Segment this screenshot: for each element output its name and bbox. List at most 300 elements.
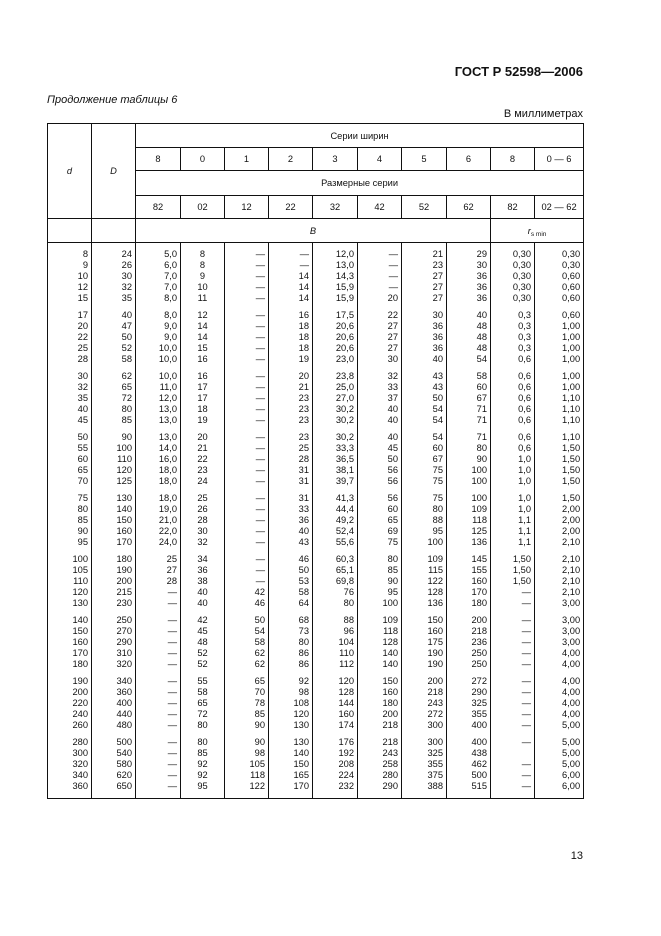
cell: 85 [121,415,132,425]
cell: 14 [298,293,309,303]
cell: — [167,626,177,636]
cell: 0,30 [512,293,531,303]
cell: 62 [254,659,265,669]
cell: 20 [387,293,398,303]
cell: 0,60 [562,271,581,281]
cell: 15,9 [335,282,354,292]
cell: 0,3 [518,332,531,342]
cell: 540 [116,748,132,758]
cell: 80 [343,598,354,608]
cell: 64 [298,598,309,608]
cell: 37 [387,393,398,403]
column-5 [269,243,313,799]
cell: 6,00 [562,770,581,780]
cell: 375 [427,770,443,780]
header-r-subscript: s min [530,230,547,238]
cell: 90 [387,576,398,586]
cell: 130 [293,737,309,747]
cell: 70 [77,476,88,486]
cell: 80 [432,504,443,514]
cell: 18,0 [158,493,177,503]
cell: 39,7 [335,476,354,486]
cell: 22,0 [158,526,177,536]
header-d: d [48,124,92,219]
cell: 140 [72,615,88,625]
cell: 250 [116,615,132,625]
cell: 30 [121,271,132,281]
cell: 2,10 [562,576,581,586]
cell: 1,50 [512,565,531,575]
cell: 650 [116,781,132,791]
column-4 [225,243,269,799]
cell: 25 [166,554,177,564]
cell: 190 [116,565,132,575]
cell: 0,30 [562,260,581,270]
cell: 120 [338,676,354,686]
column-0 [48,243,92,799]
cell: 21,0 [158,515,177,525]
page-number: 13 [570,850,583,862]
cell: 272 [427,709,443,719]
cell: 56 [387,493,398,503]
cell: 0,60 [562,282,581,292]
column-10 [491,243,535,799]
cell: 17 [197,382,208,392]
width-series-0: 8 [136,148,181,171]
column-9 [447,243,491,799]
cell: 24,0 [158,537,177,547]
cell: 1,10 [562,404,581,414]
cell: — [255,454,265,464]
cell: 67 [432,454,443,464]
cell: 340 [116,676,132,686]
cell: 1,00 [562,321,581,331]
cell: — [167,759,177,769]
cell: 98 [254,748,265,758]
cell: 0,3 [518,343,531,353]
cell: 11,0 [159,382,177,392]
cell: 85 [387,565,398,575]
header-D: D [92,124,136,219]
cell: 65 [197,698,208,708]
cell: 260 [72,720,88,730]
cell: — [255,443,265,453]
cell: 100 [382,598,398,608]
cell: 5,00 [562,720,581,730]
cell: 20,6 [335,332,354,342]
cell: 16 [298,310,309,320]
cell: 100 [471,476,487,486]
cell: 36 [298,515,309,525]
cell: 250 [471,648,487,658]
cell: 25 [77,343,88,353]
header-dimension-series: Размерные серии [136,171,584,196]
cell: 0,6 [518,443,531,453]
cell: 60 [432,443,443,453]
cell: 69 [387,526,398,536]
cell: 9 [199,271,206,281]
cell: 462 [471,759,487,769]
cell: — [521,648,531,658]
cell: 240 [72,709,88,719]
cell: 52 [197,648,208,658]
cell: 200 [72,687,88,697]
cell: 90 [121,432,132,442]
cell: — [255,260,265,270]
cell: 1,1 [518,537,531,547]
cell: 0,30 [512,260,531,270]
width-series-5: 4 [358,148,402,171]
cell: 1,00 [562,382,581,392]
cell: 360 [72,781,88,791]
cell: 21 [298,382,309,392]
dimension-series-6: 52 [402,196,447,219]
width-series-6: 5 [402,148,447,171]
cell: 27 [166,565,177,575]
cell: 50 [77,432,88,442]
cell: 90 [476,454,487,464]
cell: — [167,648,177,658]
cell: 60 [476,382,487,392]
cell: 16 [197,371,208,381]
cell: 176 [338,737,354,747]
cell: 580 [116,759,132,769]
cell: 22 [77,332,88,342]
cell: 70 [254,687,265,697]
cell: 19,0 [158,504,177,514]
cell: 17,5 [335,310,354,320]
cell: — [167,770,177,780]
cell: 112 [339,659,354,669]
cell: 208 [338,759,354,769]
cell: — [521,759,531,769]
cell: 58 [254,637,265,647]
cell: — [167,709,177,719]
cell: 71 [476,415,487,425]
cell: 65 [121,382,132,392]
column-8 [402,243,447,799]
cell: — [521,698,531,708]
cell: 0,6 [518,371,531,381]
cell: 40 [387,404,398,414]
dimension-series-4: 32 [313,196,358,219]
cell: 55,6 [335,537,354,547]
cell: 1,50 [512,554,531,564]
cell: 3,00 [562,626,581,636]
cell: 43 [432,382,443,392]
cell: 1,50 [562,493,581,503]
cell: 23,0 [335,354,354,364]
cell: 5,00 [562,737,581,747]
cell: 15 [197,343,208,353]
cell: 40 [77,404,88,414]
cell: 28 [298,454,309,464]
column-6 [313,243,358,799]
cell: 2,10 [562,537,581,547]
cell: 0,3 [518,321,531,331]
cell: — [167,698,177,708]
cell: 136 [427,598,443,608]
cell: 71 [476,432,487,442]
cell: 218 [427,687,443,697]
cell: — [521,587,531,597]
cell: 100 [471,465,487,475]
cell: 236 [471,637,487,647]
cell: 12,0 [335,249,354,259]
cell: 310 [116,648,132,658]
cell: 109 [427,554,443,564]
cell: 48 [197,637,208,647]
cell: 220 [72,698,88,708]
cell: 5,0 [164,249,177,259]
cell: 160 [72,637,88,647]
units-note: В миллиметрах [503,108,583,120]
cell: — [255,515,265,525]
cell: 145 [471,554,487,564]
cell: 54 [476,354,487,364]
cell: — [167,637,177,647]
cell: 71 [476,404,487,414]
cell: 160 [116,526,132,536]
cell: 45 [197,626,208,636]
cell: 100 [471,493,487,503]
cell: 144 [338,698,354,708]
cell: 36 [432,343,443,353]
cell: 29 [476,249,487,259]
cell: 160 [338,709,354,719]
cell: 140 [382,659,398,669]
cell: 14,3 [335,271,354,281]
cell: 8 [199,260,206,270]
cell: 0,6 [518,393,531,403]
cell: 25,0 [335,382,354,392]
cell: 36 [432,321,443,331]
cell: 53 [298,576,309,586]
cell: 12,0 [158,393,177,403]
cell: 92 [197,759,208,769]
cell: 250 [471,659,487,669]
cell: 90 [254,737,265,747]
cell: 16 [197,354,208,364]
width-series-1: 0 [181,148,225,171]
cell: 180 [471,598,487,608]
cell: — [521,709,531,719]
cell: — [255,282,265,292]
cell: 300 [427,720,443,730]
cell: 41,3 [335,493,354,503]
cell: 34 [197,554,208,564]
cell: 480 [116,720,132,730]
cell: — [521,781,531,791]
cell: 19 [298,354,309,364]
cell: 30 [476,260,487,270]
cell: 60 [387,504,398,514]
cell: 80 [197,737,208,747]
cell: 10,0 [158,343,177,353]
cell: 18 [197,404,208,414]
cell: — [521,615,531,625]
cell: 150 [293,759,309,769]
cell: 20,6 [335,321,354,331]
cell: 30 [432,310,443,320]
cell: 118 [383,626,398,636]
cell: 33,3 [335,443,354,453]
cell: 100 [72,554,88,564]
cell: 11 [197,293,208,303]
cell: 48 [476,332,487,342]
dimension-series-8: 82 [491,196,535,219]
cell: 0,30 [512,282,531,292]
cell: — [255,504,265,514]
cell: 86 [298,648,309,658]
cell: 125 [116,476,132,486]
cell: 200 [471,615,487,625]
cell: 54 [432,415,443,425]
cell: — [167,659,177,669]
cell: 1,00 [562,343,581,353]
cell: 180 [72,659,88,669]
cell: 170 [116,537,132,547]
cell: — [255,393,265,403]
cell: — [255,465,265,475]
cell: — [255,310,265,320]
cell: 50 [254,615,265,625]
cell: 23 [298,404,309,414]
cell: 49,2 [335,515,354,525]
cell: 0,3 [518,310,531,320]
cell: 35 [77,393,88,403]
dimension-series-1: 02 [181,196,225,219]
column-11 [535,243,584,799]
cell: 1,00 [562,332,581,342]
cell: 340 [72,770,88,780]
cell: 105 [249,759,265,769]
cell: — [388,271,398,281]
cell: 105 [72,565,88,575]
cell: 2,10 [562,587,581,597]
cell: 160 [382,687,398,697]
cell: 243 [382,748,398,758]
cell: 95 [77,537,88,547]
cell: 108 [293,698,309,708]
cell: 218 [382,720,398,730]
width-series-8: 8 [491,148,535,171]
cell: 33 [298,504,309,514]
cell: — [255,332,265,342]
cell: 14 [197,332,208,342]
cell: — [255,476,265,486]
bearing-dimensions-table [47,123,584,799]
cell: 9 [82,260,88,270]
cell: 32 [387,371,398,381]
cell: — [521,737,531,747]
cell: 2,10 [562,565,581,575]
cell: 12 [197,310,208,320]
cell: 1,0 [518,476,531,486]
cell: 56 [387,465,398,475]
column-1 [92,243,136,799]
cell: 3,00 [562,637,581,647]
cell: 180 [382,698,398,708]
cell: 68 [298,615,309,625]
cell: 58 [197,687,208,697]
cell: 120 [116,465,132,475]
cell: — [255,354,265,364]
cell: 7,0 [164,282,177,292]
cell: 90 [254,720,265,730]
cell: 180 [116,554,132,564]
cell: 73 [298,626,309,636]
cell: 1,00 [562,354,581,364]
cell: 8 [199,249,206,259]
cell: 325 [427,748,443,758]
cell: 13,0 [158,415,177,425]
cell: 360 [116,687,132,697]
cell: 130 [72,598,88,608]
cell: 45 [77,415,88,425]
cell: 17 [197,393,208,403]
cell: 50 [387,454,398,464]
cell: 40 [298,526,309,536]
cell: 1,10 [562,393,581,403]
cell: 160 [427,626,443,636]
cell: — [255,404,265,414]
dimension-series-5: 42 [358,196,402,219]
cell: 104 [338,637,354,647]
cell: 48 [476,321,487,331]
cell: 109 [471,504,487,514]
cell: 1,0 [518,465,531,475]
cell: 43 [432,371,443,381]
cell: — [521,598,531,608]
document-code: ГОСТ Р 52598—2006 [454,64,583,79]
cell: 125 [471,526,487,536]
cell: 88 [343,615,354,625]
cell: 21 [432,249,443,259]
cell: 30,2 [335,404,354,414]
cell: 0,30 [562,249,581,259]
cell: 150 [382,676,398,686]
cell: 22 [387,310,398,320]
cell: 6,00 [562,781,581,791]
cell: 65 [254,676,265,686]
width-series-2: 1 [225,148,269,171]
cell: 25 [298,443,309,453]
cell: 14 [298,282,309,292]
cell: 14 [197,321,208,331]
cell: — [521,770,531,780]
cell: 192 [338,748,354,758]
cell: 4,00 [562,648,581,658]
cell: 23 [197,465,208,475]
cell: 17 [77,310,88,320]
cell: — [167,720,177,730]
cell: — [255,537,265,547]
cell: 18,0 [158,476,177,486]
cell: 18 [298,332,309,342]
cell: 15 [77,293,88,303]
cell: 13,0 [158,404,177,414]
dimension-series-7: 62 [447,196,491,219]
cell: 440 [116,709,132,719]
cell: 10 [77,271,88,281]
header-width-series: Серии ширин [136,124,584,148]
cell: 23 [298,393,309,403]
cell: — [521,676,531,686]
cell: 85 [77,515,88,525]
cell: 24 [121,249,132,259]
cell: 44,4 [335,504,354,514]
